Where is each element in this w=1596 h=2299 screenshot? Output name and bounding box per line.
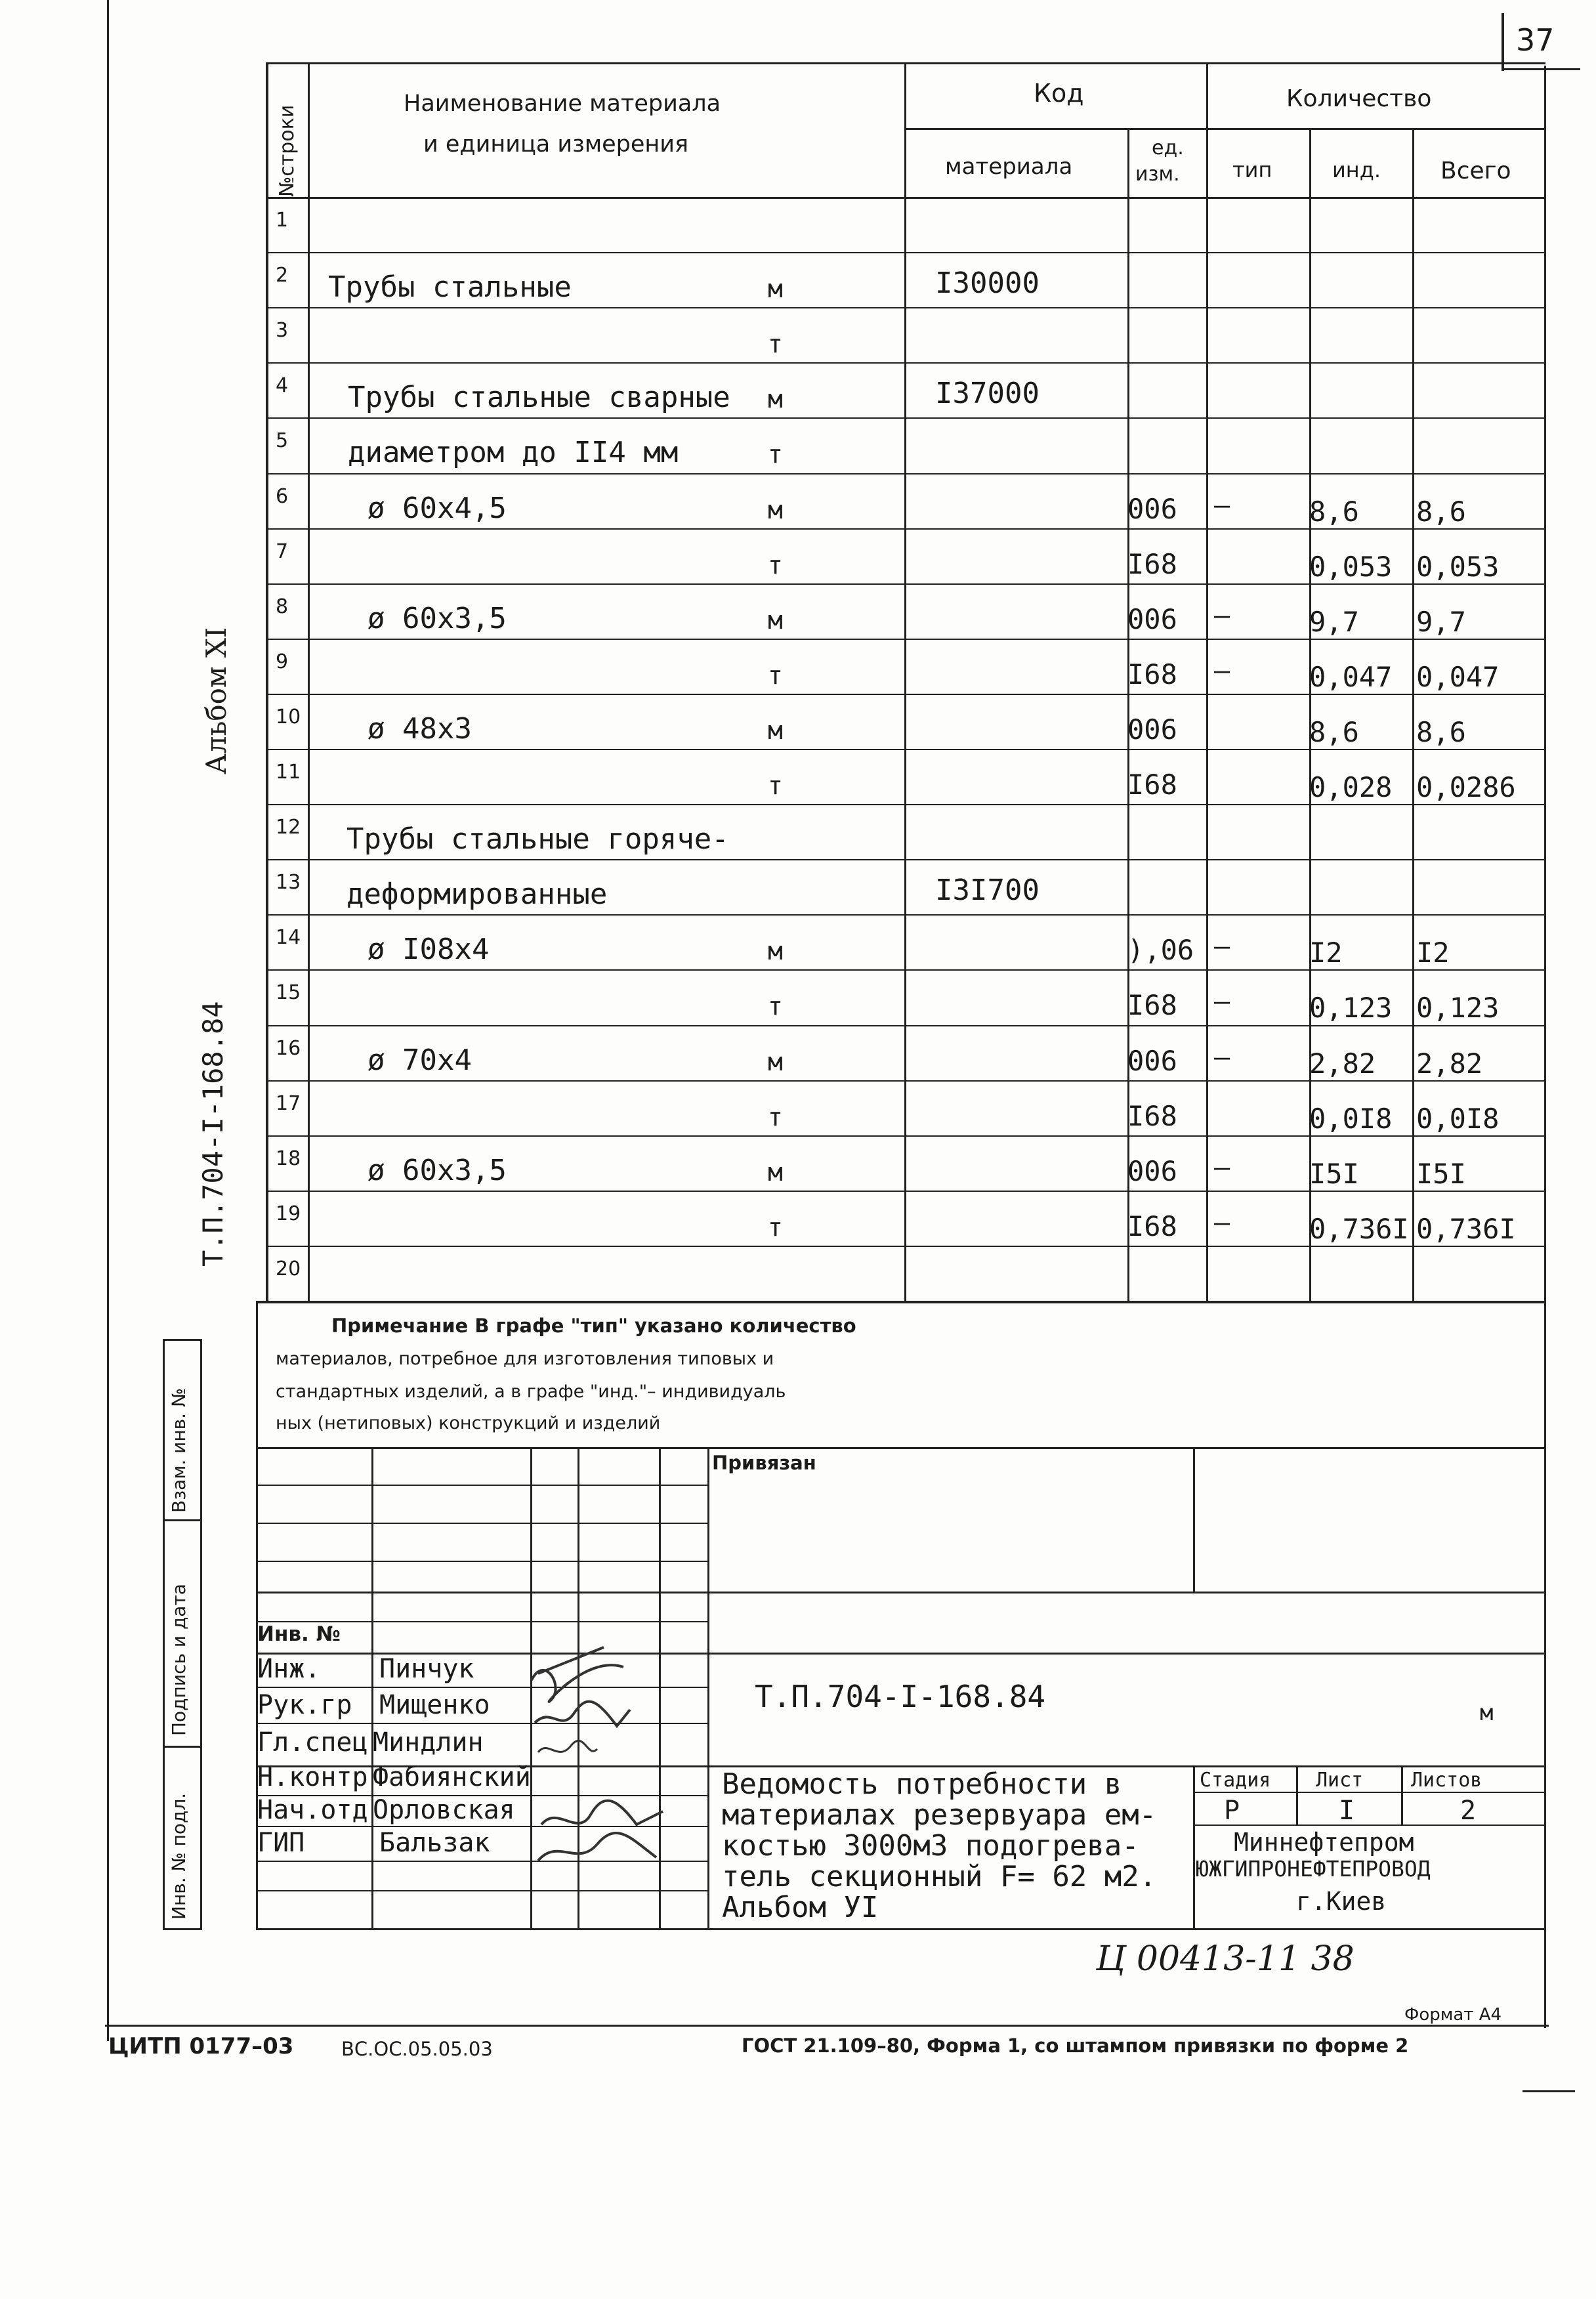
row-number: 18 [276,1147,301,1170]
row-name: Трубы стальные сварные [348,381,730,414]
row-number: 10 [276,706,301,728]
row-unit: т [768,551,783,580]
row-number: 8 [276,595,289,618]
row-name: ø 70x4 [368,1044,472,1077]
row-number: 1 [276,209,289,232]
note-line-2: материалов, потребное для изготовления типовых и [276,1349,774,1369]
header-code: Код [1034,79,1084,108]
row-number: 3 [276,319,289,342]
row-ed: 006 [1127,713,1177,746]
row-unit: м [768,937,783,965]
row-number: 13 [276,871,301,894]
row-number: 5 [276,429,289,452]
role-6: ГИП [257,1828,305,1858]
footer-mid: ВС.ОС.05.05.03 [341,2038,493,2060]
header-type: тип [1232,158,1272,182]
row-unit: м [768,274,783,303]
name-6: Бальзак [379,1828,490,1858]
row-type: – [1214,1042,1230,1072]
row-ed: 006 [1127,603,1177,635]
side-label-vzam: Взам. инв. № [168,1387,190,1513]
stage-label: Стадия [1200,1769,1271,1792]
row-total: 2,82 [1416,1047,1483,1080]
row-name: ø 60x3,5 [368,1154,507,1187]
row-unit: м [768,1158,783,1187]
row-number: 17 [276,1092,301,1115]
row-ind: 2,82 [1309,1047,1376,1080]
row-name: диаметром до II4 мм [348,436,679,469]
row-number: 19 [276,1202,301,1225]
row-ed: I68 [1127,658,1177,690]
header-name: Наименование материала [404,91,721,117]
role-2: Рук.гр [257,1690,352,1720]
row-name: Трубы стальные горяче- [346,822,729,856]
row-number: 14 [276,926,301,949]
header-material: материала [945,154,1073,180]
sheets-label: Листов [1411,1769,1482,1792]
header-name-unit: и единица измерения [423,131,689,158]
designation: Т.П.704-I-168.84 [755,1679,1046,1714]
row-ed: 006 [1127,1155,1177,1187]
privyazan-label: Привязан [712,1452,816,1474]
row-number: 2 [276,264,289,287]
row-unit: м [768,496,783,524]
row-ed: I68 [1127,548,1177,580]
row-ind: 9,7 [1309,606,1359,638]
role-5: Нач.отд [257,1795,368,1825]
header-individual: инд. [1332,158,1381,182]
row-unit: т [768,771,783,800]
row-type: – [1214,656,1230,686]
row-total: 0,0I8 [1416,1103,1500,1135]
page-number: 37 [1516,22,1555,58]
role-3: Гл.спец [257,1727,368,1758]
row-total: 8,6 [1416,496,1466,528]
row-number: 15 [276,981,301,1004]
row-number: 12 [276,816,301,839]
row-unit: т [768,440,783,469]
row-unit: м [768,1047,783,1076]
row-name: ø I08x4 [368,933,490,966]
header-total: Всего [1440,158,1511,184]
row-number: 7 [276,540,289,563]
row-ind: I2 [1309,937,1343,969]
row-code: I37000 [935,377,1040,410]
row-ed: 006 [1127,493,1177,525]
row-name: деформированные [346,877,608,911]
name-5: Орловская [373,1795,515,1825]
row-ed: 006 [1127,1045,1177,1077]
row-type: – [1214,601,1230,631]
title-line-4: тель секционный F= 62 м2. [722,1860,1157,1893]
sheets-value: 2 [1460,1796,1477,1826]
album-label: Альбом XI [200,627,232,774]
row-total: 9,7 [1416,606,1466,638]
title-line-2: материалах резервуара ем- [722,1798,1157,1832]
row-ind: 0,047 [1309,661,1393,693]
row-total: I5I [1416,1158,1466,1190]
name-4: Фабиянский [373,1762,531,1792]
row-number: 6 [276,485,289,508]
header-quantity: Количество [1286,85,1432,112]
row-ind: 0,053 [1309,551,1393,583]
row-name: ø 48x3 [368,712,472,746]
signature-marks [525,1641,722,1877]
sheet-label: Лист [1316,1769,1364,1792]
org-line-1: Миннефтепром [1234,1828,1414,1857]
note-line-3: стандартных изделий, а в графе "инд."– индивидуаль [276,1382,786,1402]
name-3: Миндлин [373,1727,484,1758]
title-line-3: костью 3000м3 подогрева- [722,1829,1139,1863]
org-line-3: г.Киев [1296,1887,1387,1916]
row-ed: I68 [1127,1100,1177,1132]
stage-value: Р [1224,1796,1240,1826]
row-total: I2 [1416,937,1450,969]
inv-no-label: Инв. № [257,1622,341,1646]
row-unit: т [768,329,783,358]
org-line-2: ЮЖГИПРОНЕФТЕПРОВОД [1196,1856,1431,1882]
side-label-inv: Инв. № подл. [168,1792,190,1920]
row-type: – [1214,986,1230,1017]
role-1: Инж. [257,1654,321,1684]
row-ed: I68 [1127,989,1177,1021]
row-type: – [1214,931,1230,961]
row-ind: 0,028 [1309,771,1393,803]
row-name: ø 60x4,5 [368,492,507,525]
row-ind: 0,123 [1309,992,1393,1024]
row-ind: 0,736I [1309,1213,1409,1245]
row-ed: I68 [1127,769,1177,801]
side-designation: Т.П.704-I-168.84 [197,1001,229,1267]
row-code: I3I700 [935,874,1040,907]
row-ed: I68 [1127,1210,1177,1242]
row-total: 0,0286 [1416,771,1516,803]
title-line-1: Ведомость потребности в [722,1767,1122,1801]
header-row-number: №строки [276,104,299,197]
row-total: 0,047 [1416,661,1500,693]
row-type: – [1214,1152,1230,1183]
row-type: – [1214,490,1230,520]
row-ind: 0,0I8 [1309,1103,1393,1135]
row-ed: ),06 [1127,934,1194,966]
row-number: 16 [276,1037,301,1060]
row-unit: т [768,1103,783,1131]
row-code: I30000 [935,266,1040,300]
handwritten-code: Ц 00413-11 38 [1096,1939,1354,1979]
row-unit: т [768,1213,783,1242]
name-2: Мищенко [379,1690,490,1720]
row-name: Трубы стальные [328,270,572,304]
row-unit: т [768,992,783,1021]
side-label-podpis: Подпись и дата [168,1584,190,1736]
row-type: – [1214,1208,1230,1238]
row-total: 0,053 [1416,551,1500,583]
note-line-1: Примечание В графе "тип" указано количество [331,1315,856,1337]
role-4: Н.контр [257,1762,368,1792]
m-mark: м [1480,1700,1494,1726]
sheet-value: I [1339,1796,1355,1826]
header-unit-2: изм. [1135,163,1180,186]
row-number: 20 [276,1257,301,1280]
format-label: Формат А4 [1404,2005,1502,2025]
row-unit: м [768,606,783,635]
row-ind: I5I [1309,1158,1359,1190]
note-line-4: ных (нетиповых) конструкций и изделий [276,1413,661,1433]
row-unit: м [768,385,783,413]
row-name: ø 60x3,5 [368,602,507,635]
row-total: 0,123 [1416,992,1500,1024]
row-ind: 8,6 [1309,716,1359,748]
row-unit: т [768,661,783,690]
row-number: 9 [276,650,289,673]
row-number: 4 [276,374,289,397]
row-ind: 8,6 [1309,496,1359,528]
row-number: 11 [276,761,301,784]
name-1: Пинчук [379,1654,474,1684]
footer-right: ГОСТ 21.109–80, Форма 1, со штампом привязки по форме 2 [742,2035,1409,2057]
header-unit: ед. [1152,137,1184,159]
row-total: 0,736I [1416,1213,1516,1245]
row-total: 8,6 [1416,716,1466,748]
row-unit: м [768,716,783,745]
footer-left: ЦИТП 0177–03 [108,2033,294,2059]
title-line-5: Альбом УI [722,1891,879,1924]
